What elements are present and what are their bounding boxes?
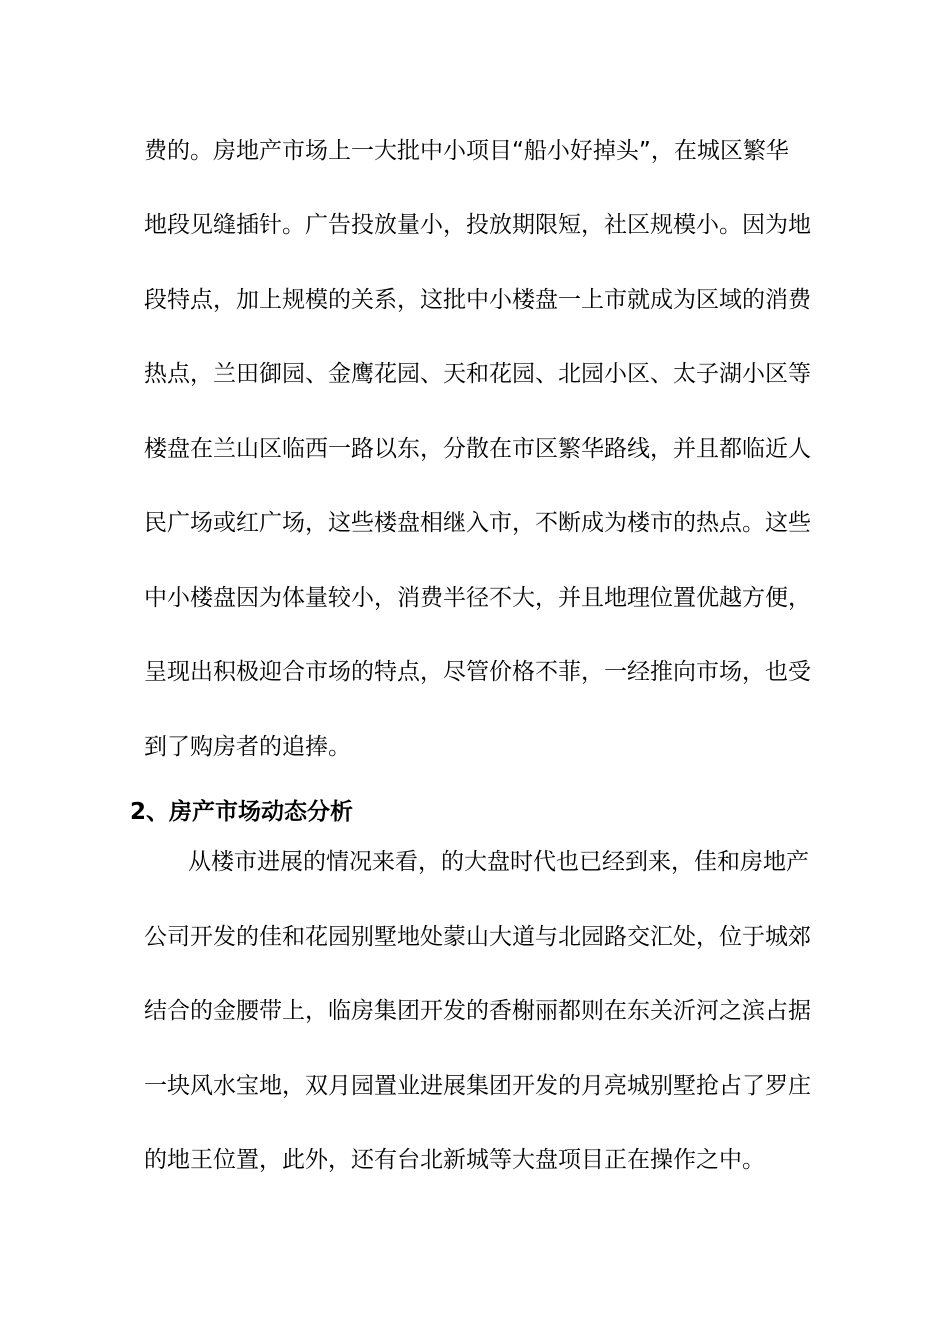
paragraph-line: 呈现出积极迎合市场的特点，尽管价格不菲，一经推向市场，也受 [144,659,811,685]
section-heading: 2、房产市场动态分析 [130,799,354,825]
paragraph-line: 段特点，加上规模的关系，这批中小楼盘一上市就成为区域的消费 [144,287,811,313]
paragraph-line: 一块风水宝地，双月园置业进展集团开发的月亮城别墅抢占了罗庄 [144,1073,811,1099]
paragraph-line-indented: 从楼市进展的情况来看，的大盘时代也已经到来，佳和房地产 [188,849,809,875]
paragraph-line: 费的。房地产市场上一大批中小项目“船小好掉头”，在城区繁华 [144,138,789,164]
paragraph-line: 民广场或红广场，这些楼盘相继入市，不断成为楼市的热点。这些 [144,510,811,536]
paragraph-line: 到了购房者的追捧。 [144,734,351,760]
paragraph-line: 公司开发的佳和花园别墅地处蒙山大道与北园路交汇处，位于城郊 [144,924,811,950]
paragraph-line: 中小楼盘因为体量较小，消费半径不大，并且地理位置优越方便， [144,585,811,611]
paragraph-line: 结合的金腰带上，临房集团开发的香榭丽都则在东关沂河之滨占据 [144,998,811,1024]
paragraph-line: 的地王位置，此外，还有台北新城等大盘项目正在操作之中。 [144,1147,765,1173]
paragraph-line: 楼盘在兰山区临西一路以东，分散在市区繁华路线，并且都临近人 [144,436,811,462]
paragraph-line: 热点，兰田御园、金鹰花园、天和花园、北园小区、太子湖小区等 [144,361,811,387]
paragraph-line: 地段见缝插针。广告投放量小，投放期限短，社区规模小。因为地 [144,212,811,238]
